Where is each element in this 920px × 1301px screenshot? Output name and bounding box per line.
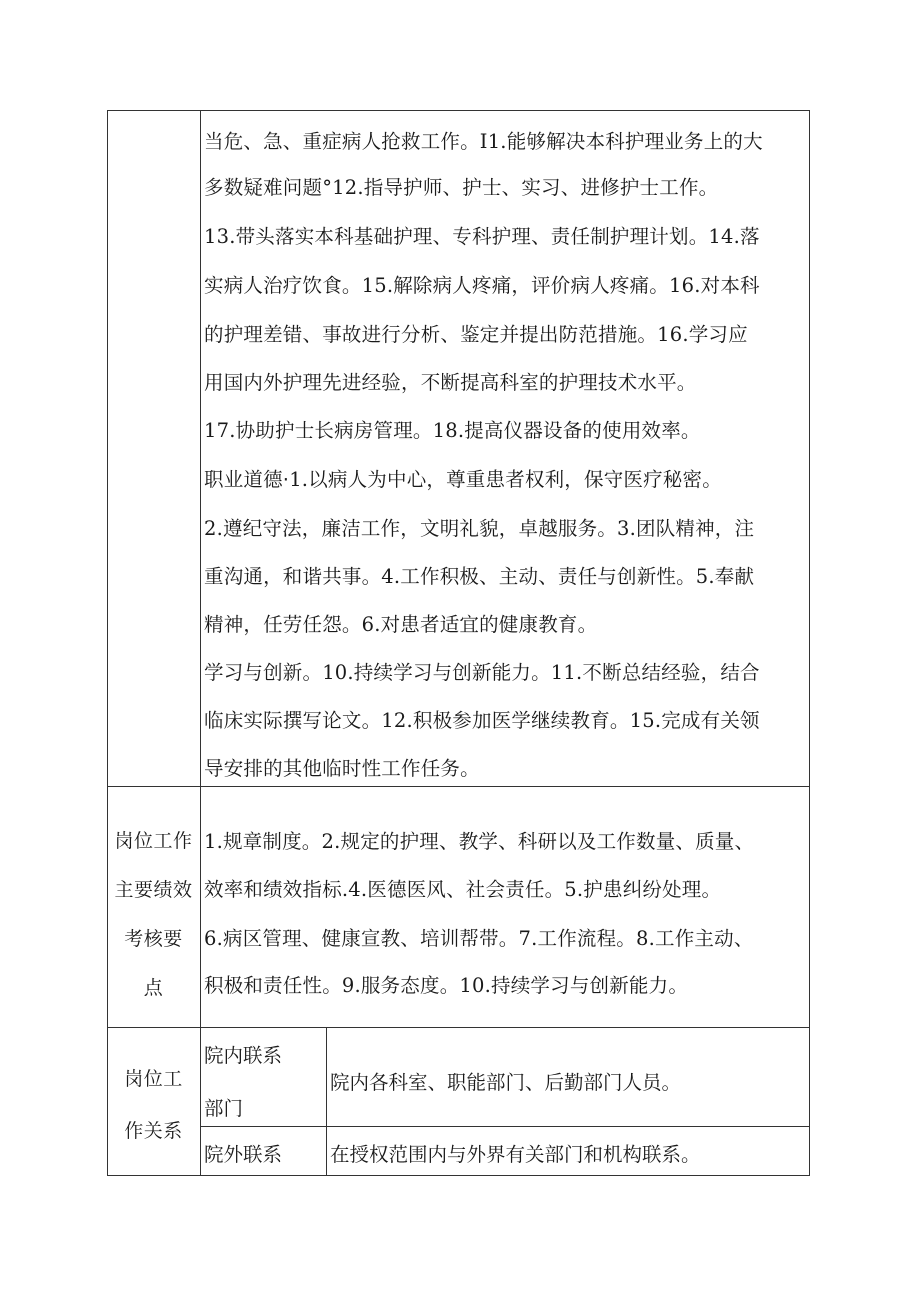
duty-line: 多数疑难问题°12.指导护师、护士、实习、进修护士工作。 — [204, 176, 719, 199]
internal-contact-label: 部门 — [204, 1097, 244, 1120]
internal-contact-value: 院内各科室、职能部门、后勤部门人员。 — [330, 1071, 682, 1094]
duty-line: 的护理差错、事故进行分析、鉴定并提出防范措施。16.学习应 — [204, 323, 748, 346]
performance-label-line: 点 — [143, 977, 164, 999]
ethics-line: 学习与创新。10.持续学习与创新能力。11.不断总结经验，结合 — [204, 661, 760, 684]
row-divider — [107, 1027, 810, 1028]
ethics-line: 重沟通，和谐共事。4.工作积极、主动、责任与创新性。5.奉献 — [204, 565, 755, 588]
ethics-line — [204, 456, 722, 505]
ethics-line: 2.遵纪守法，廉洁工作，文明礼貌，卓越服务。3.团队精神，注 — [204, 517, 755, 540]
performance-line: 效率和绩效指标.4.医德医风、社会责任。5.护患纠纷处理。 — [204, 878, 722, 901]
internal-contact-label: 院内联系 — [204, 1044, 283, 1067]
column-divider — [326, 1027, 327, 1176]
duty-line: 13.带头落实本科基础护理、专科护理、责任制护理计划。14.落 — [204, 225, 760, 248]
ethics-label: 职业道德· — [204, 468, 290, 491]
relations-label-line: 岗位工 — [124, 1068, 183, 1090]
duty-line: 当危、急、重症病人抢救工作。I1.能够解决本科护理业务上的大 — [204, 130, 763, 153]
performance-label-line: 岗位工作 — [114, 830, 193, 852]
ethics-text: 1.以病人为中心，尊重患者权利，保守医疗秘密。 — [289, 468, 722, 491]
performance-label-line: 主要绩效 — [114, 879, 193, 901]
performance-line: 6.病区管理、健康宣教、培训帮带。7.工作流程。8.工作主动、 — [204, 927, 754, 950]
duty-line: 实病人治疗饮食。15.解除病人疼痛，评价病人疼痛。16.对本科 — [204, 274, 760, 297]
ethics-line: 导安排的其他临时性工作任务。 — [204, 757, 480, 780]
performance-line: 积极和责任性。9.服务态度。10.持续学习与创新能力。 — [204, 974, 689, 997]
relations-label-line: 作关系 — [124, 1120, 183, 1142]
performance-line: 1.规章制度。2.规定的护理、教学、科研以及工作数量、质量、 — [204, 830, 755, 853]
external-contact-value: 在授权范围内与外界有关部门和机构联系。 — [330, 1143, 701, 1166]
ethics-line: 临床实际撰写论文。12.积极参加医学继续教育。15.完成有关领 — [204, 709, 760, 732]
duty-line: 用国内外护理先进经验，不断提高科室的护理技术水平。 — [204, 371, 697, 394]
performance-label-line: 考核要 — [124, 928, 183, 950]
column-divider — [200, 110, 201, 1176]
duty-line: 17.协助护士长病房管理。18.提高仪器设备的使用效率。 — [204, 419, 701, 442]
external-contact-label: 院外联系 — [204, 1143, 283, 1166]
row-divider — [200, 1126, 810, 1127]
ethics-line: 精神，任劳任怨。6.对患者适宜的健康教育。 — [204, 613, 598, 636]
